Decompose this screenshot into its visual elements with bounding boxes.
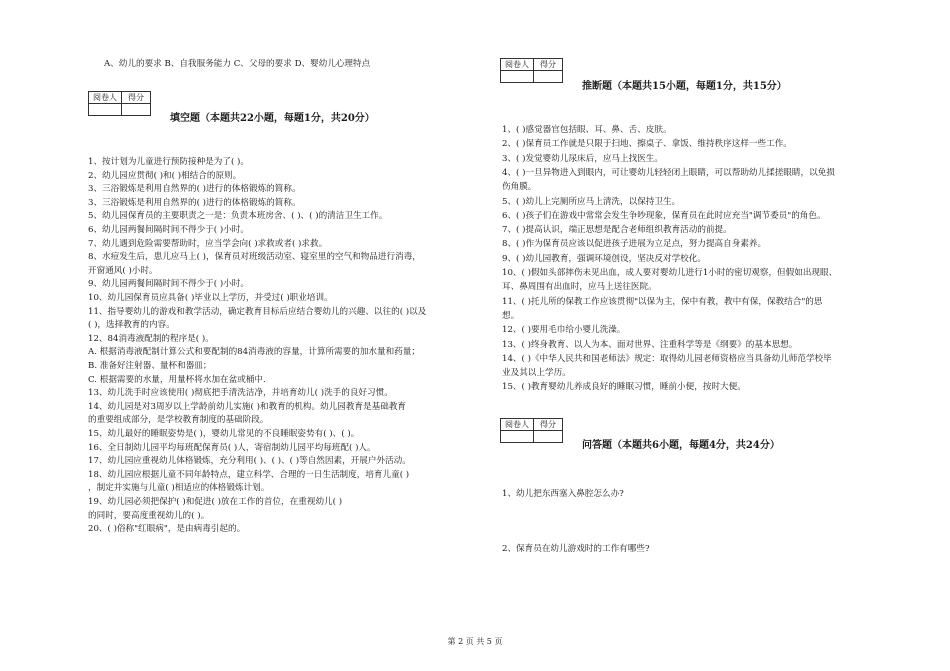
qa-question: 1、幼儿把东西塞入鼻腔怎么办? [502, 489, 624, 499]
reviewer-cell [89, 104, 122, 116]
question-line: 14、幼儿园是对3周岁以上学龄前幼儿实施( )和教育的机构。幼儿园教育是基础教育 [88, 401, 407, 412]
score-cell [122, 104, 151, 116]
question-line: 9、( )幼儿园教育，强调环境创设，坚决反对学校化。 [502, 253, 706, 264]
score-table-judge [500, 58, 563, 83]
qa-section-title: 问答题（本题共6小题，每题4分，共24分） [582, 440, 780, 451]
question-line: 16、全日制幼儿园平均每班配保育员( )人，寄宿制幼儿园平均每班配( )人。 [88, 442, 376, 453]
score-table-fill [88, 91, 151, 116]
reviewer-cell [501, 71, 534, 83]
question-line: 17、幼儿园应重视幼儿体格锻炼，充分利用( )、( )、( )等自然因素，开展户外活动。 [88, 456, 411, 467]
question-line: B. 准备好注射器、量杯和器皿； [88, 361, 212, 371]
question-line: 8、( )作为保育员应该以促进孩子进展为立足点，努力提高自身素养。 [502, 239, 767, 250]
page-footer: 第 2 页 共 5 页 [447, 637, 503, 646]
question-line: 3、( )发觉婴幼儿尿床后，应马上找医生。 [502, 153, 663, 164]
question-line: 1、( )感觉器官包括眼、耳、鼻、舌、皮肤。 [502, 125, 672, 135]
question-line: 3、三浴锻炼是利用自然界的( )进行的体格锻炼的简称。 [88, 197, 301, 208]
question-line: 18、幼儿园应根据儿童不同年龄特点，建立科学、合理的一日生活制度，培育儿童( ) [88, 469, 410, 480]
question-line: 2、( )保育员工作就是只限于扫地、擦桌子、拿饭、维持秩序这样一些工作。 [502, 139, 792, 150]
score-cell [534, 431, 563, 443]
question-line: 13、幼儿洗手时应该使用( )彻底把手清洗洁净，并培育幼儿( )洗手的良好习惯。 [88, 388, 393, 399]
options-line: A、幼儿的要求 B、自我服务能力 C、父母的要求 D、婴幼儿心理特点 [104, 59, 371, 69]
question-line: 6、幼儿园两餐间隔时间不得少于( )小时。 [88, 225, 249, 235]
question-line: 11、( )托儿所的保教工作应该贯彻"以保为主，保中有教，教中有保，保教结合"的思 [502, 296, 823, 307]
reviewer-label: 阅卷人 [89, 92, 122, 104]
question-line: 12、( )要用毛巾给小婴儿洗澡。 [502, 325, 626, 336]
reviewer-label: 阅卷人 [501, 419, 534, 431]
question-line: 伤角膜。 [502, 182, 537, 193]
question-line: 14、( )《中华人民共和国老师法》规定：取得幼儿园老师资格应当具备幼儿师范学校毕 [502, 353, 832, 364]
question-line: A. 根据消毒液配制计算公式和要配制的84消毒液的容量，计算所需要的加水量和药量； [88, 347, 420, 358]
question-line: 10、( )假如头部摔伤未见出血，成人要对婴幼儿进行1小时的密切观察，但假如出现眼、 [502, 268, 838, 278]
question-line: 开窗通风( )小时。 [88, 265, 158, 276]
question-line: 20、( )俗称"红眼病"，是由病毒引起的。 [88, 524, 246, 535]
question-line: 3、三浴锻炼是利用自然界的( )进行的体格锻炼的简称。 [88, 184, 301, 195]
qa-question: 2、保育员在幼儿游戏时的工作有哪些? [502, 544, 650, 554]
judge-section-title: 推断题（本题共15小题，每题1分，共15分） [582, 81, 787, 92]
question-line: 8、水痘发生后，患儿应马上( )，保育员对班级活动室、寝室里的空气和物品进行消毒， [88, 252, 421, 263]
score-label: 得分 [122, 92, 151, 104]
question-line: 19、幼儿园必须把保护( )和促进( )放在工作的首位，在重视幼儿( ) [88, 497, 343, 507]
question-line: 15、幼儿最好的睡眠姿势是( )，婴幼儿常见的不良睡眠姿势有( )、( )。 [88, 429, 360, 439]
question-line: C. 根据需要的水量，用量杯将水加在盆或桶中. [88, 374, 266, 385]
question-line: 11、指导婴幼儿的游戏和教学活动，确定教育目标后应结合婴幼儿的兴趣、以往的( )以及 [88, 306, 427, 317]
question-line: 6、( )孩子们在游戏中常常会发生争吵现象，保育员在此时应充当"调节委员"的角色。 [502, 210, 826, 221]
score-table-qa [500, 418, 563, 443]
question-line: 的重要组成部分，是学校教育制度的基础阶段。 [88, 415, 269, 426]
question-line: 的同时，要高度重视幼儿的( )。 [88, 510, 210, 521]
question-line: 5、( )幼儿上完厕所应马上清洗，以保持卫生。 [502, 196, 681, 207]
score-label: 得分 [534, 59, 563, 71]
reviewer-cell [501, 431, 534, 443]
question-line: 7、幼儿遇到危险需要帮助时，应当学会向( )求救或者( )求救。 [88, 238, 328, 249]
reviewer-label: 阅卷人 [501, 59, 534, 71]
question-line: 想。 [502, 310, 520, 321]
question-line: 10、幼儿园保育员应具备( )毕业以上学历，并受过( )职业培训。 [88, 293, 333, 303]
question-line: 耳、鼻周围有出血时，应马上送往医院。 [502, 282, 657, 293]
question-line: ( )，选择教育的内容。 [88, 320, 175, 331]
question-line: 15、( )教育婴幼儿养成良好的睡眠习惯，睡前小便，按时大便。 [502, 382, 746, 393]
question-line: 业及其以上学历。 [502, 368, 571, 379]
score-cell [534, 71, 563, 83]
question-line: 9、幼儿园两餐间隔时间不得少于( )小时。 [88, 279, 249, 290]
question-line: 4、( )一旦异物进入到眼内，可让婴幼儿轻轻闭上眼睛，可以帮助幼儿揉搓眼睛，以免损 [502, 167, 835, 178]
score-label: 得分 [534, 419, 563, 431]
question-line: 1、按计划为儿童进行预防接种是为了( )。 [88, 157, 249, 167]
question-line: 13、( )终身教育、以人为本、面对世界、注重科学等是《纲要》的基本思想。 [502, 339, 798, 350]
question-line: 5、幼儿园保育员的主要职责之一是：负责本班房舍、( )、( )的清洁卫生工作。 [88, 211, 388, 222]
question-line: ，制定并实施与儿童( )相适应的体格锻炼计划。 [88, 483, 270, 494]
fill-section-title: 填空题（本题共22小题，每题1分，共20分） [170, 113, 375, 124]
question-line: 7、( )提高认识，端正思想是配合老师组织教育活动的前提。 [502, 225, 732, 236]
question-line: 2、幼儿园应贯彻( )和( )相结合的原则。 [88, 170, 242, 181]
question-line: 12、84消毒液配制的程序是( )。 [88, 333, 214, 344]
